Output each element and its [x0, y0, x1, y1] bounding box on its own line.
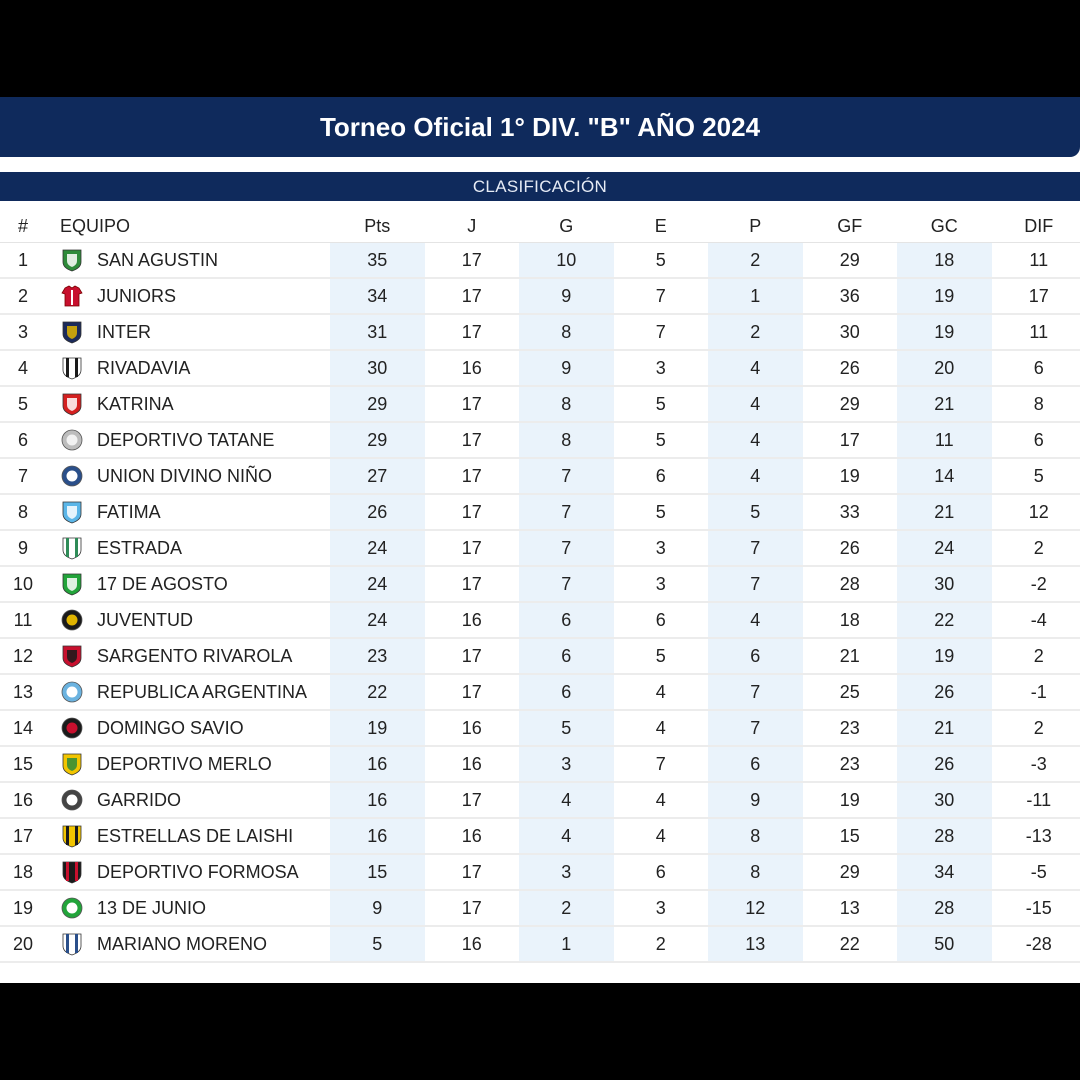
- won-cell: 2: [519, 890, 614, 926]
- goals-against-cell: 26: [897, 746, 992, 782]
- goals-against-cell: 20: [897, 350, 992, 386]
- goal-difference-cell: -4: [992, 602, 1080, 638]
- san-agustin-crest-icon: [61, 248, 83, 272]
- table-row: [0, 890, 1080, 926]
- goal-difference-cell: 17: [992, 278, 1080, 314]
- goals-for-cell: 23: [803, 746, 898, 782]
- drawn-cell: 3: [614, 530, 709, 566]
- points-cell: 23: [330, 638, 425, 674]
- goal-difference-cell: 2: [992, 638, 1080, 674]
- standings-panel: [0, 97, 1080, 983]
- goals-against-cell: 14: [897, 458, 992, 494]
- played-cell: 17: [425, 243, 520, 279]
- position-cell: 20: [0, 926, 46, 962]
- table-row: [0, 530, 1080, 566]
- points-cell: 35: [330, 243, 425, 279]
- goals-against-cell: 50: [897, 926, 992, 962]
- standings-table: [0, 210, 1080, 963]
- played-cell: 17: [425, 314, 520, 350]
- lost-cell: 13: [708, 926, 803, 962]
- table-row: [0, 782, 1080, 818]
- won-cell: 3: [519, 746, 614, 782]
- team-cell: [46, 243, 330, 279]
- goals-against-cell: 21: [897, 494, 992, 530]
- played-cell: 16: [425, 818, 520, 854]
- points-cell: 22: [330, 674, 425, 710]
- lost-cell: 4: [708, 350, 803, 386]
- goals-for-cell: 13: [803, 890, 898, 926]
- 17-de-agosto-crest-icon: [61, 572, 83, 596]
- col-header-team: EQUIPO: [46, 210, 330, 243]
- goal-difference-cell: -13: [992, 818, 1080, 854]
- played-cell: 16: [425, 350, 520, 386]
- team-name: DOMINGO SAVIO: [97, 718, 244, 738]
- sargento-rivarola-crest-icon: [61, 644, 83, 668]
- lost-cell: 5: [708, 494, 803, 530]
- goal-difference-cell: 6: [992, 350, 1080, 386]
- team-name: JUVENTUD: [97, 610, 194, 630]
- position-cell: 4: [0, 350, 46, 386]
- 13-de-junio-crest-icon: [61, 896, 83, 920]
- points-cell: 16: [330, 746, 425, 782]
- team-name: JUNIORS: [97, 286, 177, 306]
- goals-against-cell: 30: [897, 566, 992, 602]
- played-cell: 17: [425, 854, 520, 890]
- position-cell: 2: [0, 278, 46, 314]
- goals-for-cell: 19: [803, 458, 898, 494]
- katrina-crest-icon: [61, 392, 83, 416]
- table-row: [0, 710, 1080, 746]
- col-header-lost: P: [708, 210, 803, 243]
- table-row: [0, 926, 1080, 962]
- won-cell: 10: [519, 243, 614, 279]
- position-cell: 16: [0, 782, 46, 818]
- team-cell: [46, 422, 330, 458]
- goal-difference-cell: -28: [992, 926, 1080, 962]
- played-cell: 17: [425, 386, 520, 422]
- position-cell: 15: [0, 746, 46, 782]
- lost-cell: 2: [708, 243, 803, 279]
- goals-against-cell: 21: [897, 710, 992, 746]
- won-cell: 8: [519, 314, 614, 350]
- points-cell: 9: [330, 890, 425, 926]
- mariano-moreno-crest-icon: [61, 932, 83, 956]
- drawn-cell: 4: [614, 674, 709, 710]
- won-cell: 8: [519, 386, 614, 422]
- deportivo-merlo-crest-icon: [61, 752, 83, 776]
- team-cell: [46, 890, 330, 926]
- goals-for-cell: 29: [803, 243, 898, 279]
- points-cell: 24: [330, 566, 425, 602]
- rivadavia-crest-icon: [61, 356, 83, 380]
- goal-difference-cell: 5: [992, 458, 1080, 494]
- goals-against-cell: 26: [897, 674, 992, 710]
- played-cell: 17: [425, 494, 520, 530]
- lost-cell: 8: [708, 854, 803, 890]
- drawn-cell: 6: [614, 458, 709, 494]
- won-cell: 7: [519, 530, 614, 566]
- table-row: [0, 314, 1080, 350]
- team-cell: [46, 278, 330, 314]
- drawn-cell: 5: [614, 638, 709, 674]
- points-cell: 26: [330, 494, 425, 530]
- won-cell: 4: [519, 782, 614, 818]
- position-cell: 11: [0, 602, 46, 638]
- goals-for-cell: 26: [803, 350, 898, 386]
- won-cell: 9: [519, 278, 614, 314]
- goals-for-cell: 23: [803, 710, 898, 746]
- estrada-crest-icon: [61, 536, 83, 560]
- drawn-cell: 5: [614, 243, 709, 279]
- played-cell: 17: [425, 674, 520, 710]
- won-cell: 3: [519, 854, 614, 890]
- deportivo-formosa-crest-icon: [61, 860, 83, 884]
- lost-cell: 4: [708, 602, 803, 638]
- col-header-drawn: E: [614, 210, 709, 243]
- goals-against-cell: 28: [897, 890, 992, 926]
- goal-difference-cell: 2: [992, 710, 1080, 746]
- fatima-crest-icon: [61, 500, 83, 524]
- goals-for-cell: 33: [803, 494, 898, 530]
- points-cell: 24: [330, 530, 425, 566]
- drawn-cell: 5: [614, 386, 709, 422]
- goal-difference-cell: -2: [992, 566, 1080, 602]
- drawn-cell: 6: [614, 602, 709, 638]
- played-cell: 17: [425, 638, 520, 674]
- played-cell: 16: [425, 602, 520, 638]
- drawn-cell: 7: [614, 278, 709, 314]
- lost-cell: 7: [708, 710, 803, 746]
- played-cell: 16: [425, 926, 520, 962]
- team-cell: [46, 782, 330, 818]
- goals-for-cell: 19: [803, 782, 898, 818]
- table-row: [0, 818, 1080, 854]
- played-cell: 17: [425, 422, 520, 458]
- lost-cell: 7: [708, 674, 803, 710]
- drawn-cell: 3: [614, 890, 709, 926]
- goal-difference-cell: -11: [992, 782, 1080, 818]
- drawn-cell: 3: [614, 350, 709, 386]
- position-cell: 7: [0, 458, 46, 494]
- lost-cell: 9: [708, 782, 803, 818]
- table-row: [0, 566, 1080, 602]
- position-cell: 6: [0, 422, 46, 458]
- drawn-cell: 6: [614, 854, 709, 890]
- team-cell: [46, 638, 330, 674]
- drawn-cell: 5: [614, 422, 709, 458]
- team-name: UNION DIVINO NIÑO: [97, 466, 273, 486]
- section-header: CLASIFICACIÓN: [0, 172, 1080, 201]
- played-cell: 16: [425, 710, 520, 746]
- won-cell: 5: [519, 710, 614, 746]
- goals-for-cell: 17: [803, 422, 898, 458]
- played-cell: 17: [425, 566, 520, 602]
- goals-against-cell: 11: [897, 422, 992, 458]
- team-cell: [46, 494, 330, 530]
- played-cell: 17: [425, 890, 520, 926]
- drawn-cell: 3: [614, 566, 709, 602]
- table-row: [0, 458, 1080, 494]
- team-cell: [46, 674, 330, 710]
- team-cell: [46, 710, 330, 746]
- team-cell: [46, 602, 330, 638]
- drawn-cell: 4: [614, 782, 709, 818]
- points-cell: 15: [330, 854, 425, 890]
- goals-for-cell: 21: [803, 638, 898, 674]
- goals-against-cell: 24: [897, 530, 992, 566]
- won-cell: 6: [519, 638, 614, 674]
- team-name: SAN AGUSTIN: [97, 250, 219, 270]
- domingo-savio-crest-icon: [61, 716, 83, 740]
- lost-cell: 6: [708, 746, 803, 782]
- table-row: [0, 638, 1080, 674]
- table-row: [0, 243, 1080, 279]
- points-cell: 29: [330, 386, 425, 422]
- goals-for-cell: 26: [803, 530, 898, 566]
- tournament-title: Torneo Oficial 1° DIV. "B" AÑO 2024: [0, 97, 1080, 157]
- standings-body: [0, 243, 1080, 963]
- position-cell: 17: [0, 818, 46, 854]
- won-cell: 7: [519, 458, 614, 494]
- col-header-played: J: [425, 210, 520, 243]
- table-row: [0, 422, 1080, 458]
- drawn-cell: 4: [614, 710, 709, 746]
- team-name: 17 DE AGOSTO: [97, 574, 228, 594]
- team-name: 13 DE JUNIO: [97, 898, 207, 918]
- points-cell: 5: [330, 926, 425, 962]
- points-cell: 29: [330, 422, 425, 458]
- won-cell: 6: [519, 602, 614, 638]
- col-header-points: Pts: [330, 210, 425, 243]
- goal-difference-cell: 12: [992, 494, 1080, 530]
- goal-difference-cell: -15: [992, 890, 1080, 926]
- team-cell: [46, 530, 330, 566]
- position-cell: 3: [0, 314, 46, 350]
- col-header-position: #: [0, 210, 46, 243]
- points-cell: 19: [330, 710, 425, 746]
- team-cell: [46, 314, 330, 350]
- team-cell: [46, 854, 330, 890]
- points-cell: 27: [330, 458, 425, 494]
- team-name: KATRINA: [97, 394, 174, 414]
- table-row: [0, 854, 1080, 890]
- position-cell: 14: [0, 710, 46, 746]
- team-cell: [46, 386, 330, 422]
- played-cell: 17: [425, 530, 520, 566]
- position-cell: 19: [0, 890, 46, 926]
- table-row: [0, 350, 1080, 386]
- drawn-cell: 5: [614, 494, 709, 530]
- estrellas-de-laishi-crest-icon: [61, 824, 83, 848]
- lost-cell: 8: [708, 818, 803, 854]
- team-name: SARGENTO RIVAROLA: [97, 646, 293, 666]
- goals-for-cell: 29: [803, 386, 898, 422]
- team-cell: [46, 350, 330, 386]
- team-name: ESTRELLAS DE LAISHI: [97, 826, 294, 846]
- team-cell: [46, 746, 330, 782]
- points-cell: 16: [330, 818, 425, 854]
- republica-argentina-crest-icon: [61, 680, 83, 704]
- goals-against-cell: 19: [897, 638, 992, 674]
- position-cell: 13: [0, 674, 46, 710]
- goals-for-cell: 18: [803, 602, 898, 638]
- team-name: GARRIDO: [97, 790, 182, 810]
- goals-against-cell: 22: [897, 602, 992, 638]
- goal-difference-cell: 11: [992, 243, 1080, 279]
- team-name: DEPORTIVO MERLO: [97, 754, 272, 774]
- team-cell: [46, 926, 330, 962]
- team-cell: [46, 566, 330, 602]
- goals-against-cell: 19: [897, 278, 992, 314]
- goal-difference-cell: 11: [992, 314, 1080, 350]
- lost-cell: 6: [708, 638, 803, 674]
- team-name: INTER: [97, 322, 151, 342]
- goals-for-cell: 25: [803, 674, 898, 710]
- goals-against-cell: 19: [897, 314, 992, 350]
- played-cell: 17: [425, 782, 520, 818]
- juniors-crest-icon: [61, 284, 83, 308]
- played-cell: 17: [425, 278, 520, 314]
- won-cell: 8: [519, 422, 614, 458]
- team-name: REPUBLICA ARGENTINA: [97, 682, 308, 702]
- goal-difference-cell: 6: [992, 422, 1080, 458]
- won-cell: 7: [519, 494, 614, 530]
- points-cell: 31: [330, 314, 425, 350]
- points-cell: 24: [330, 602, 425, 638]
- goal-difference-cell: 2: [992, 530, 1080, 566]
- table-row: [0, 602, 1080, 638]
- position-cell: 18: [0, 854, 46, 890]
- goal-difference-cell: -3: [992, 746, 1080, 782]
- goals-for-cell: 28: [803, 566, 898, 602]
- position-cell: 12: [0, 638, 46, 674]
- goals-against-cell: 18: [897, 243, 992, 279]
- played-cell: 16: [425, 746, 520, 782]
- goals-for-cell: 36: [803, 278, 898, 314]
- lost-cell: 1: [708, 278, 803, 314]
- goals-for-cell: 29: [803, 854, 898, 890]
- position-cell: 10: [0, 566, 46, 602]
- won-cell: 9: [519, 350, 614, 386]
- team-name: DEPORTIVO TATANE: [97, 430, 275, 450]
- table-row: [0, 386, 1080, 422]
- goals-for-cell: 22: [803, 926, 898, 962]
- goal-difference-cell: -1: [992, 674, 1080, 710]
- team-name: MARIANO MORENO: [97, 934, 268, 954]
- lost-cell: 7: [708, 566, 803, 602]
- union-divino-nino-crest-icon: [61, 464, 83, 488]
- table-row: [0, 746, 1080, 782]
- points-cell: 16: [330, 782, 425, 818]
- team-name: FATIMA: [97, 502, 161, 522]
- col-header-goal-difference: DIF: [992, 210, 1080, 243]
- position-cell: 5: [0, 386, 46, 422]
- goal-difference-cell: 8: [992, 386, 1080, 422]
- drawn-cell: 7: [614, 746, 709, 782]
- table-row: [0, 278, 1080, 314]
- position-cell: 1: [0, 243, 46, 279]
- table-row: [0, 494, 1080, 530]
- col-header-goals-against: GC: [897, 210, 992, 243]
- goals-against-cell: 28: [897, 818, 992, 854]
- table-row: [0, 674, 1080, 710]
- points-cell: 30: [330, 350, 425, 386]
- team-cell: [46, 818, 330, 854]
- team-name: DEPORTIVO FORMOSA: [97, 862, 299, 882]
- drawn-cell: 7: [614, 314, 709, 350]
- col-header-goals-for: GF: [803, 210, 898, 243]
- won-cell: 4: [519, 818, 614, 854]
- team-name: ESTRADA: [97, 538, 183, 558]
- team-name: RIVADAVIA: [97, 358, 191, 378]
- won-cell: 6: [519, 674, 614, 710]
- goals-for-cell: 30: [803, 314, 898, 350]
- inter-crest-icon: [61, 320, 83, 344]
- juventud-crest-icon: [61, 608, 83, 632]
- won-cell: 7: [519, 566, 614, 602]
- position-cell: 9: [0, 530, 46, 566]
- goal-difference-cell: -5: [992, 854, 1080, 890]
- points-cell: 34: [330, 278, 425, 314]
- table-header-row: [0, 210, 1080, 243]
- goals-against-cell: 34: [897, 854, 992, 890]
- played-cell: 17: [425, 458, 520, 494]
- goals-against-cell: 30: [897, 782, 992, 818]
- lost-cell: 12: [708, 890, 803, 926]
- lost-cell: 4: [708, 458, 803, 494]
- lost-cell: 4: [708, 422, 803, 458]
- garrido-crest-icon: [61, 788, 83, 812]
- deportivo-tatane-crest-icon: [61, 428, 83, 452]
- goals-against-cell: 21: [897, 386, 992, 422]
- team-cell: [46, 458, 330, 494]
- won-cell: 1: [519, 926, 614, 962]
- goals-for-cell: 15: [803, 818, 898, 854]
- lost-cell: 7: [708, 530, 803, 566]
- lost-cell: 4: [708, 386, 803, 422]
- drawn-cell: 4: [614, 818, 709, 854]
- drawn-cell: 2: [614, 926, 709, 962]
- lost-cell: 2: [708, 314, 803, 350]
- col-header-won: G: [519, 210, 614, 243]
- position-cell: 8: [0, 494, 46, 530]
